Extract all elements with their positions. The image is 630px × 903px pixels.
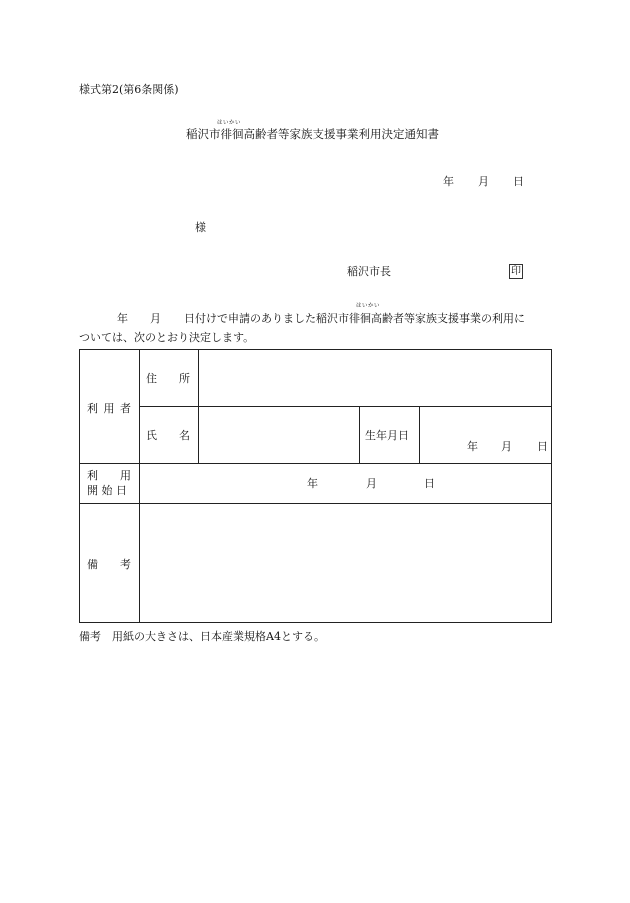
address-label: 住 所 bbox=[146, 372, 190, 385]
footnote: 備考 用紙の大きさは、日本産業規格A4とする。 bbox=[79, 630, 325, 643]
row-divider-address bbox=[139, 406, 552, 407]
user-header: 利 用 者 bbox=[87, 402, 132, 415]
document-title: 稲沢市徘徊高齢者等家族支援事業利用決定通知書 bbox=[186, 127, 439, 141]
row-divider-remarks bbox=[80, 503, 552, 504]
col-divider-1 bbox=[139, 350, 140, 623]
decision-table bbox=[79, 349, 552, 623]
date-month: 月 bbox=[478, 175, 489, 188]
seal-mark: 印 bbox=[509, 264, 523, 279]
body-year: 年 bbox=[117, 312, 128, 325]
form-id: 様式第2(第6条関係) bbox=[79, 83, 179, 96]
remarks-label: 備 考 bbox=[87, 558, 131, 571]
addressee-suffix: 様 bbox=[195, 221, 206, 234]
body-month: 月 bbox=[150, 312, 161, 325]
col-divider-birth-label bbox=[359, 406, 360, 463]
col-divider-birth-value bbox=[419, 406, 420, 463]
date-year: 年 bbox=[443, 175, 454, 188]
body-line-2: ついては、次のとおり決定します。 bbox=[79, 331, 255, 344]
birth-date-label: 生年月日 bbox=[365, 429, 409, 442]
birth-year: 年 bbox=[467, 440, 478, 453]
row-divider-start bbox=[80, 463, 552, 464]
address-value[interactable] bbox=[206, 373, 546, 387]
issuer-name: 稲沢市長 bbox=[347, 265, 391, 278]
birth-day: 日 bbox=[537, 440, 548, 453]
title-ruby: はいかい bbox=[217, 120, 242, 126]
body-lead-text: 日付けで申請のありました稲沢市徘徊高齢者等家族支援事業の利用に bbox=[184, 312, 525, 325]
start-date-label-2: 開 始 日 bbox=[87, 484, 127, 497]
start-month: 月 bbox=[366, 477, 377, 490]
date-day: 日 bbox=[513, 175, 524, 188]
start-year: 年 bbox=[307, 477, 318, 490]
name-value[interactable] bbox=[206, 430, 354, 444]
name-label: 氏 名 bbox=[146, 429, 190, 442]
birth-month: 月 bbox=[501, 440, 512, 453]
start-date-label-1: 利 用 bbox=[87, 469, 131, 482]
start-day: 日 bbox=[424, 477, 435, 490]
remarks-value[interactable] bbox=[146, 510, 546, 524]
body-ruby: はいかい bbox=[356, 303, 381, 309]
